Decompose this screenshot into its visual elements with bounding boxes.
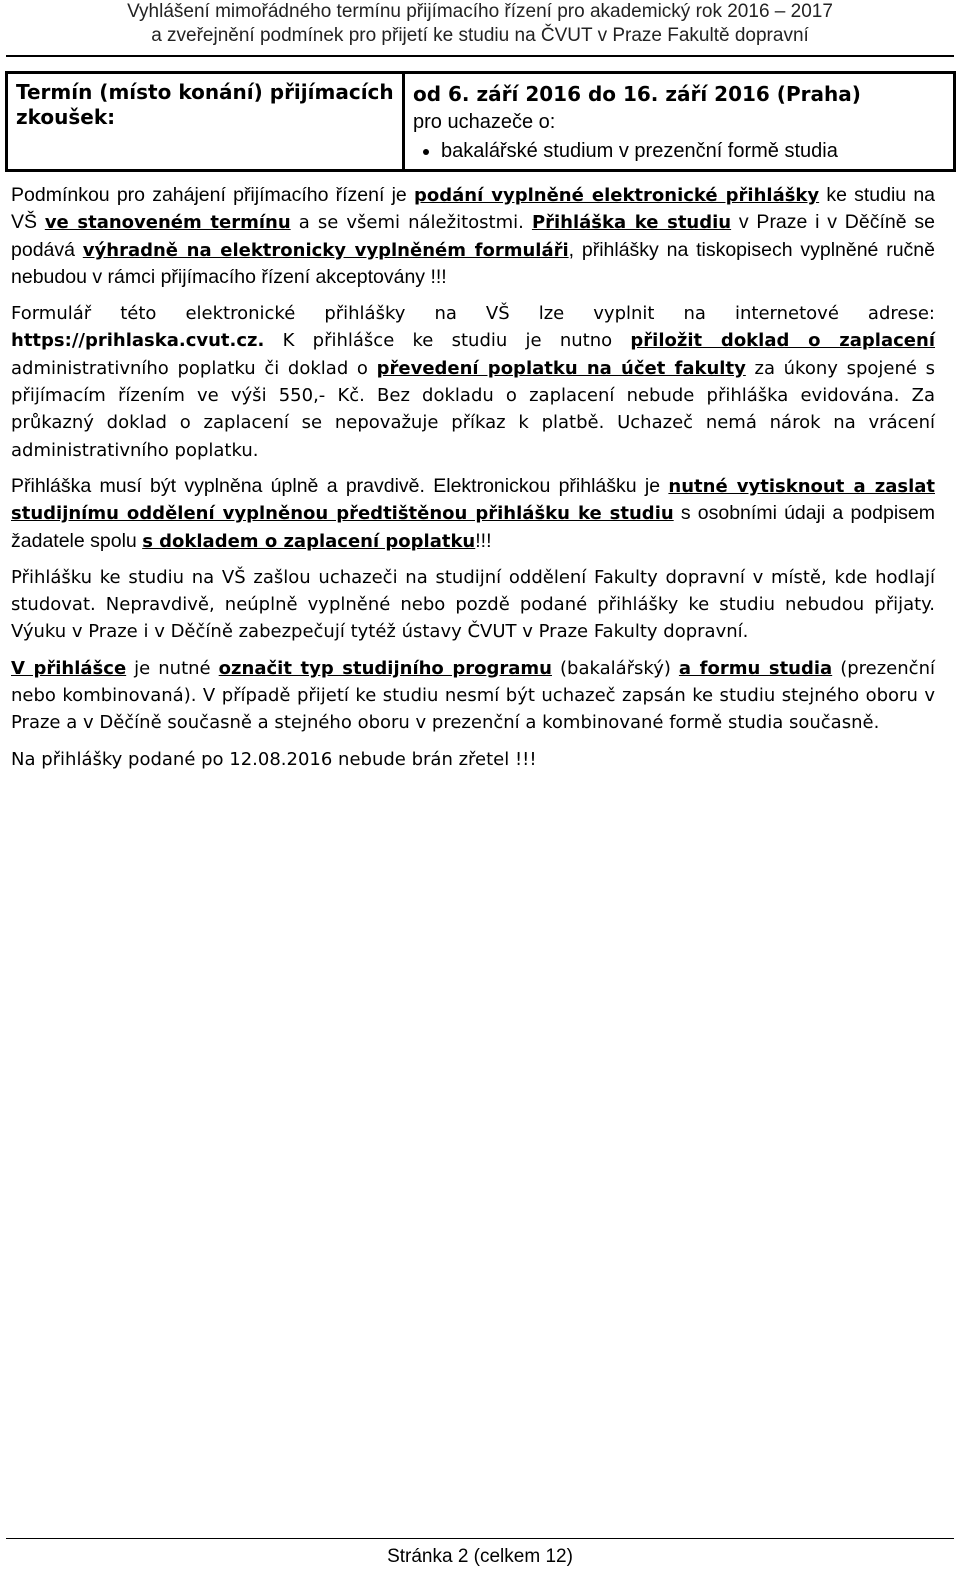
p1-emphasis-3: Přihláška ke studiu	[531, 212, 732, 234]
p1-text-2: ke studiu na VŠ	[11, 184, 936, 234]
exam-info-table	[5, 71, 956, 172]
page-header	[0, 0, 960, 48]
p1-emphasis-4: výhradně na elektronicky vyplněném formuláři	[82, 239, 569, 261]
p2-emphasis-2: převedení poplatku na účet fakulty	[376, 357, 746, 379]
paragraph-deadline	[11, 746, 935, 773]
p2-emphasis-1: přiložit doklad o zaplacení	[630, 330, 935, 352]
p3-emphasis-1: nutné vytisknout a zaslat studijnímu oddělení vyplněnou předtištěnou přihlášku ke studiu	[11, 475, 935, 525]
p1-emphasis-1: podání vyplněné elektronické přihlášky	[413, 185, 820, 206]
p5-text-3: (prezenční nebo kombinovaná). V případě přijetí ke studiu nesmí být uchazeč zapsán ke studiu stejného oboru v Praze a v Děčíně současně a stejného oboru v prezenční a kombinované formě studia současně.	[11, 657, 935, 734]
application-url-link[interactable]: https://prihlaska.cvut.cz.	[11, 330, 265, 352]
paragraph-program-type	[11, 655, 935, 737]
p4-text: Přihlášku ke studiu na VŠ zašlou uchazeči na studijní oddělení Fakulty dopravní v místě, kde hodlají studovat. Nepravdivě, neúplně vyplněné nebo pozdě podané přihlášky ke studiu nebudou přijaty. Výuku v Praze i v Děčíně zabezpečují tytéž ústavy ČVUT v Praze Fakulty dopravní.	[11, 566, 935, 643]
p1-text-4: v Praze i v Děčíně se podává	[11, 211, 935, 261]
paragraph-print-and-send	[11, 473, 935, 555]
p2-text-4: za úkony spojené s přijímacím řízením ve výši 550,- Kč. Bez dokladu o zaplacení nebude přihláška evidována. Za průkazný doklad o zaplacení se nepovažuje příkaz k platbě. Uchazeč nemá nárok na vrácení administrativního poplatku.	[11, 357, 935, 461]
exam-label: Termín (místo konání) přijímacích zkoušek:	[7, 73, 404, 171]
exam-details	[404, 73, 955, 171]
paragraph-form-address	[11, 300, 935, 464]
p3-text-2: s osobními údaji a podpisem žadatele spolu	[11, 502, 936, 552]
document-body	[11, 182, 935, 782]
p3-text-1: Přihláška musí být vyplněna úplně a pravdivě. Elektronickou přihlášku je	[11, 474, 669, 497]
p3-emphasis-2: s dokladem o zaplacení poplatku	[142, 530, 476, 552]
p2-text-3: administrativního poplatku či doklad o	[11, 357, 377, 379]
header-line-1: Vyhlášení mimořádného termínu přijímacího řízení pro akademický rok 2016 – 2017	[127, 1, 833, 22]
p1-emphasis-2: ve stanoveném termínu	[44, 212, 291, 234]
p6-text: Na přihlášky podané po 12.08.2016 nebude brán zřetel !!!	[11, 748, 537, 770]
p5-emphasis-1: V přihlášce	[11, 657, 127, 679]
program-item: • bakalářské studium v prezenční formě studia	[441, 137, 945, 165]
exam-date: od 6. září 2016 do 16. září 2016 (Praha)	[413, 82, 861, 106]
p5-text-2: (bakalářský)	[551, 657, 679, 679]
p1-text-1: Podmínkou pro zahájení přijímacího řízení je	[11, 184, 414, 206]
p5-emphasis-2: označit typ studijního programu	[218, 657, 552, 679]
page-footer	[0, 1546, 960, 1568]
header-divider	[6, 55, 954, 57]
p2-text-1: Formulář této elektronické přihlášky na VŠ lze vyplnit na internetové adrese:	[11, 303, 935, 325]
paragraph-submission-location	[11, 564, 935, 646]
header-line-2: a zveřejnění podmínek pro přijetí ke studiu na ČVUT v Praze Fakultě dopravní	[151, 25, 809, 46]
p1-text-5: , přihlášky na tiskopisech vyplněné ručně nebudou v rámci přijímacího řízení akceptovány !!!	[11, 238, 935, 288]
program-list	[413, 137, 945, 165]
page-number: Stránka 2 (celkem 12)	[387, 1546, 573, 1567]
p2-text-2: K přihlášce ke studiu je nutno	[264, 330, 631, 352]
exam-for-applicants: pro uchazeče o:	[413, 111, 556, 133]
p5-emphasis-3: a formu studia	[678, 657, 833, 679]
p5-text-1: je nutné	[126, 657, 219, 679]
paragraph-application-conditions	[11, 182, 935, 291]
footer-divider	[6, 1538, 954, 1539]
p3-text-3: !!!	[475, 529, 492, 552]
p1-text-3: a se všemi náležitostmi.	[290, 212, 532, 234]
